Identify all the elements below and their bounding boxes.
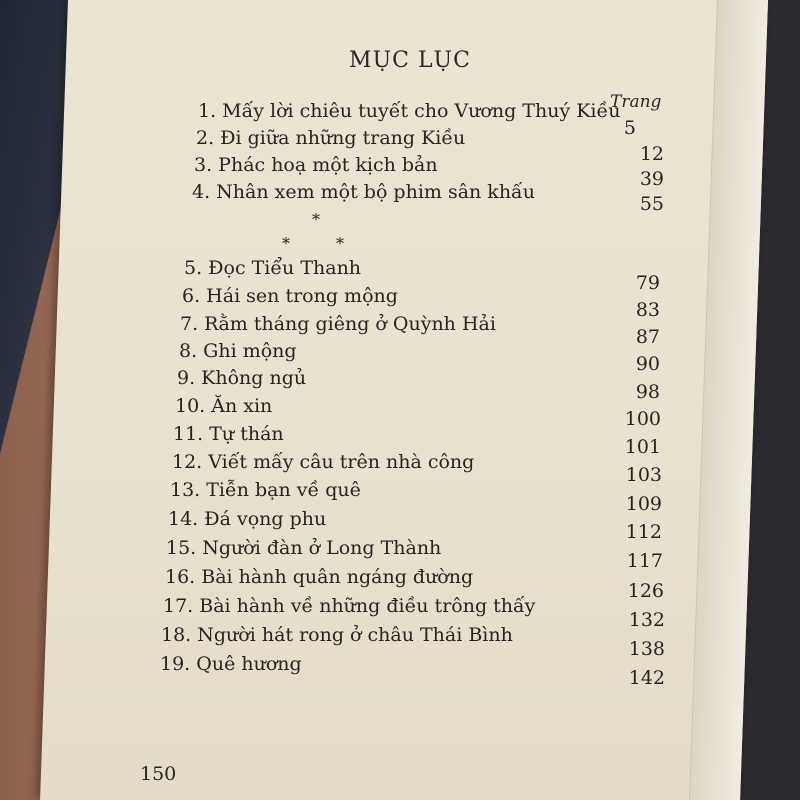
toc-entry-title: 1. Mấy lời chiêu tuyết cho Vương Thuý Kiều xyxy=(198,100,621,122)
separator-asterisk: * xyxy=(282,234,290,253)
toc-entry-title: 2. Đi giữa những trang Kiều xyxy=(196,127,466,149)
toc-entry-title: 19. Quê hương xyxy=(160,653,302,675)
toc-entry-page: 109 xyxy=(625,493,662,515)
toc-entry-title: 11. Tự thán xyxy=(173,423,284,445)
separator-asterisk: * xyxy=(312,210,320,229)
toc-entry-page: 5 xyxy=(623,117,636,139)
toc-entry-page: 39 xyxy=(639,168,664,190)
toc-entry-title: 18. Người hát rong ở châu Thái Bình xyxy=(161,624,513,646)
separator-asterisk: * xyxy=(336,234,344,253)
toc-entry-title: 7. Rằm tháng giêng ở Quỳnh Hải xyxy=(180,313,496,335)
toc-entry-title: 3. Phác hoạ một kịch bản xyxy=(194,154,438,176)
toc-entry-title: 9. Không ngủ xyxy=(177,367,307,389)
toc-entry-title: 14. Đá vọng phu xyxy=(168,508,327,530)
toc-entry-page: 83 xyxy=(635,299,660,321)
toc-entry-title: 6. Hái sen trong mộng xyxy=(182,285,398,307)
toc-entry-title: 13. Tiễn bạn về quê xyxy=(170,479,361,501)
toc-entry-title: 4. Nhân xem một bộ phim sân khấu xyxy=(192,181,535,203)
toc-entry-title: 5. Đọc Tiểu Thanh xyxy=(184,257,362,279)
toc-entry-page: 98 xyxy=(635,381,660,403)
toc-entry-page: 90 xyxy=(635,353,660,375)
page-column-label: Trang xyxy=(610,92,662,112)
toc-entry-title: 16. Bài hành quân ngáng đường xyxy=(165,566,474,588)
toc-entry-page: 12 xyxy=(639,143,664,165)
toc-entry-page: 117 xyxy=(626,550,663,572)
toc-entry-page: 55 xyxy=(639,193,664,215)
toc-entry-page: 138 xyxy=(628,638,665,660)
facing-page-edge xyxy=(689,0,768,800)
toc-entry-title: 17. Bài hành về những điều trông thấy xyxy=(163,595,536,617)
toc-entry-title: 8. Ghi mộng xyxy=(179,340,297,362)
toc-title: MỤC LỤC xyxy=(349,48,471,73)
toc-entry-page: 87 xyxy=(635,326,660,348)
toc-entry-page: 132 xyxy=(628,609,665,631)
toc-entry-page: 103 xyxy=(625,464,662,486)
toc-entry-page: 142 xyxy=(628,667,665,689)
toc-entry-page: 112 xyxy=(625,521,662,543)
toc-entry-title: 15. Người đàn ở Long Thành xyxy=(166,537,442,559)
toc-entry-page: 79 xyxy=(635,272,660,294)
toc-entry-page: 101 xyxy=(624,436,661,458)
toc-entry-page: 126 xyxy=(627,580,664,602)
toc-entry-page: 100 xyxy=(624,408,661,430)
page-number: 150 xyxy=(140,763,177,785)
toc-entry-title: 12. Viết mấy câu trên nhà công xyxy=(172,451,475,473)
toc-entry-title: 10. Ăn xin xyxy=(175,395,273,417)
